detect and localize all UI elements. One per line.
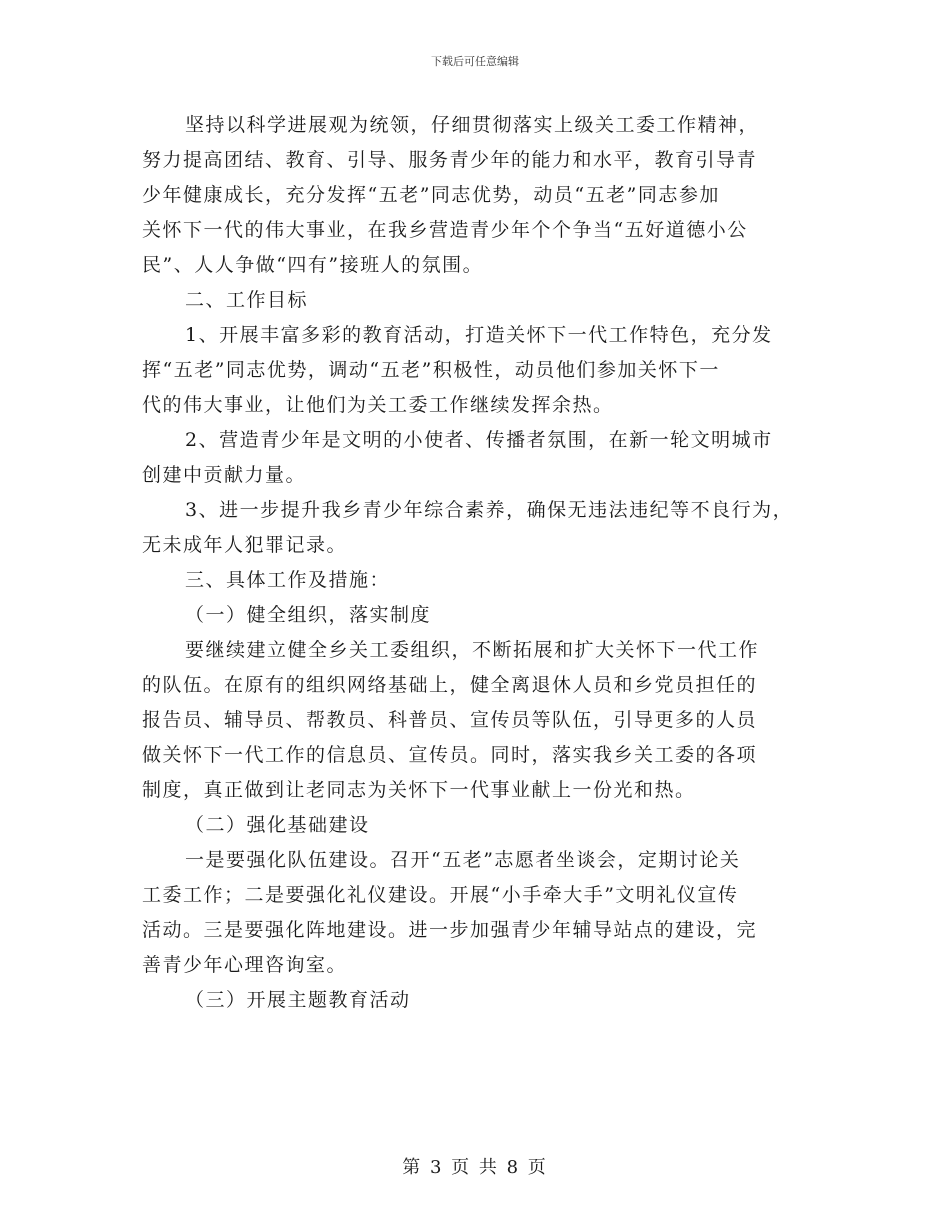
text-line: 代的伟大事业，让他们为关工委工作继续发挥余热。 bbox=[142, 394, 614, 416]
paragraph bbox=[142, 633, 822, 808]
text-line: 少年健康成长，充分发挥“五老”同志优势，动员“五老”同志参加 bbox=[142, 184, 720, 206]
text-line: 一是要强化队伍建设。召开“五老”志愿者坐谈会，定期讨论关 bbox=[185, 849, 741, 871]
text-line: 做关怀下一代工作的信息员、宣传员。同时，落实我乡关工委的各项 bbox=[142, 744, 758, 766]
text-line: 制度，真正做到让老同志为关怀下一代事业献上一份光和热。 bbox=[142, 779, 696, 801]
text-line: 关怀下一代的伟大事业，在我乡营造青少年个个争当“五好道德小公 bbox=[142, 219, 748, 241]
text-line: （一）健全组织，落实制度 bbox=[185, 604, 432, 626]
text-line: 要继续建立健全乡关工委组织，不断拓展和扩大关怀下一代工作 bbox=[185, 639, 760, 661]
paragraph bbox=[142, 108, 822, 283]
page-header-note: 下载后可任意编辑 bbox=[431, 55, 519, 68]
paragraph bbox=[142, 843, 822, 983]
text-line: 努力提高团结、教育、引导、服务青少年的能力和水平，教育引导青 bbox=[142, 149, 758, 171]
section-heading bbox=[142, 283, 822, 318]
text-line: 三、具体工作及措施： bbox=[185, 569, 391, 591]
text-line: 善青少年心理咨询室。 bbox=[142, 954, 348, 976]
text-line: 无未成年人犯罪记录。 bbox=[142, 534, 348, 556]
paragraph bbox=[142, 493, 822, 563]
subsection-heading bbox=[142, 598, 822, 633]
text-line: 活动。三是要强化阵地建设。进一步加强青少年辅导站点的建设，完 bbox=[142, 919, 758, 941]
page-number: 第 3 页 共 8 页 bbox=[402, 1157, 548, 1178]
text-line: 二、工作目标 bbox=[185, 289, 309, 311]
text-line: （三）开展主题教育活动 bbox=[185, 989, 411, 1011]
text-line: 3、进一步提升我乡青少年综合素养，确保无违法违纪等不良行为， bbox=[185, 499, 794, 521]
text-line: 2、营造青少年是文明的小使者、传播者氛围，在新一轮文明城市 bbox=[185, 429, 773, 451]
paragraph bbox=[142, 318, 822, 423]
section-heading bbox=[142, 563, 822, 598]
paragraph bbox=[142, 423, 822, 493]
document-body bbox=[142, 108, 822, 1018]
text-line: 工委工作；二是要强化礼仪建设。开展“小手牵大手”文明礼仪宣传 bbox=[142, 884, 739, 906]
text-line: 1、开展丰富多彩的教育活动，打造关怀下一代工作特色，充分发 bbox=[185, 324, 773, 346]
subsection-heading bbox=[142, 808, 822, 843]
text-line: 民”、人人争做“四有”接班人的氛围。 bbox=[142, 254, 484, 276]
text-line: 创建中贡献力量。 bbox=[142, 464, 307, 486]
text-line: （二）强化基础建设 bbox=[185, 814, 370, 836]
text-line: 挥“五老”同志优势，调动“五老”积极性，动员他们参加关怀下一 bbox=[142, 359, 720, 381]
text-line: 的队伍。在原有的组织网络基础上，健全离退休人员和乡党员担任的 bbox=[142, 674, 758, 696]
subsection-heading bbox=[142, 983, 822, 1018]
text-line: 坚持以科学进展观为统领，仔细贯彻落实上级关工委工作精神， bbox=[185, 114, 760, 136]
text-line: 报告员、辅导员、帮教员、科普员、宣传员等队伍，引导更多的人员 bbox=[142, 709, 758, 731]
